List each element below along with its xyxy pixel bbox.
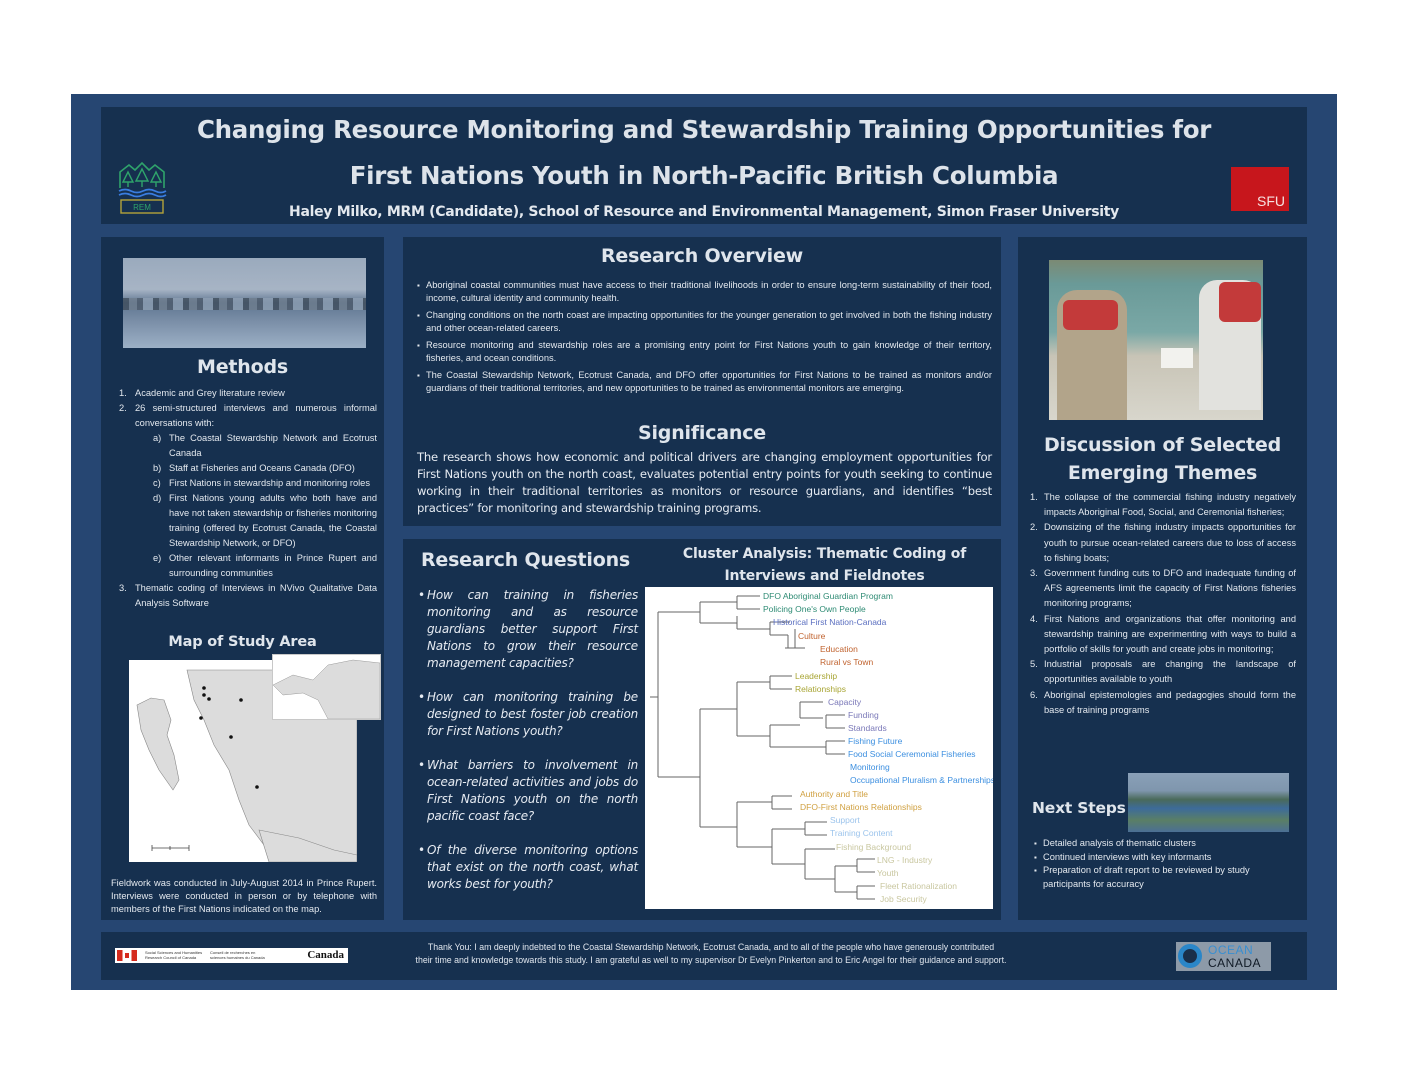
- svg-text:Job Security: Job Security: [880, 894, 927, 904]
- overview-bullet: ▪ Aboriginal coastal communities must have access to their traditional livelihoods in order to ensure long-term sustainability of their food, income, cultural identity and community health.: [417, 279, 992, 305]
- svg-text:Culture: Culture: [798, 631, 826, 641]
- svg-text:Relationships: Relationships: [795, 684, 847, 694]
- monitoring-photo: [1049, 260, 1263, 420]
- cluster-title: Cluster Analysis: Thematic Coding of Interviews and Fieldnotes: [682, 546, 967, 584]
- harbor-photo: [123, 258, 366, 348]
- svg-text:Monitoring: Monitoring: [850, 762, 890, 772]
- svg-text:REM: REM: [133, 203, 151, 212]
- inset-map-icon: [273, 655, 380, 719]
- poster: [71, 94, 1337, 990]
- map-title: Map of Study Area: [168, 634, 317, 650]
- svg-text:Food Social Ceremonial Fisheri: Food Social Ceremonial Fisheries: [848, 749, 976, 759]
- research-question: • How can monitoring training be designed to best foster job creation for First Nations youth?: [418, 689, 638, 740]
- svg-text:Training Content: Training Content: [830, 828, 893, 838]
- research-question: • What barriers to involvement in ocean-related activities and jobs do First Nations youth on the north pacific coast face?: [418, 757, 638, 825]
- methods-subitem: d) First Nations young adults who both have and have not taken stewardship or fisheries monitoring training (offered by Ecotrust Canada, the Coastal Stewardship Network, or DFO): [153, 493, 377, 548]
- methods-subitem: a) The Coastal Stewardship Network and Ecotrust Canada: [153, 433, 377, 458]
- questions-panel: [403, 539, 1001, 920]
- discussion-panel: [1018, 237, 1307, 920]
- svg-text:DFO-First Nations Relationship: DFO-First Nations Relationships: [800, 802, 922, 812]
- svg-text:Funding: Funding: [848, 710, 879, 720]
- next-steps-list: [1034, 837, 1296, 891]
- thank-you-text: Thank You: I am deeply indebted to the Coastal Stewardship Network, Ecotrust Canada, and to all of the people who have generously contributed their time and knowledge towards this study. I am grateful as well to my supervisor Dr Evelyn Pinkerton and to Eric Angel for their guidance and support.: [415, 942, 1007, 965]
- svg-text:Rural vs Town: Rural vs Town: [820, 657, 874, 667]
- svg-text:Authority and Title: Authority and Title: [800, 789, 869, 799]
- overview-bullet: ▪ The Coastal Stewardship Network, Ecotrust Canada, and DFO offer opportunities for First Nations to be trained as monitors and/or guardians of their traditional territories, and new opportunities to be trained as environmental monitors are emerging.: [417, 369, 992, 395]
- svg-text:Education: Education: [820, 644, 858, 654]
- cluster-dendrogram: [645, 587, 993, 909]
- sshrc-logo: Social Sciences and Humanities Research Council of Canada Conseil de recherches en sciences humaines du Canada Canada: [115, 948, 348, 963]
- overview-title: Research Overview: [600, 245, 804, 267]
- methods-subitem: c) First Nations in stewardship and monitoring roles: [153, 478, 371, 488]
- title-line-2: First Nations Youth in North-Pacific British Columbia: [349, 161, 1059, 190]
- methods-item: 1. Academic and Grey literature review: [119, 388, 285, 398]
- questions-title: Research Questions: [420, 549, 631, 571]
- overview-bullets: [417, 279, 992, 399]
- next-step-item: ▪ Preparation of draft report to be reviewed by study participants for accuracy: [1034, 864, 1296, 891]
- canada-flag-icon: [117, 950, 137, 961]
- questions-list: [418, 587, 638, 910]
- methods-title: Methods: [197, 356, 288, 378]
- methods-item: 2. 26 semi-structured interviews and numerous informal conversations with: a) The Coastal Stewardship Network and Ecotrust Canada b) Staff at Fisheries and Oceans Canada (DFO) c) First Nations in stewardship and monitoring roles d) First Nations young adults who both have and have not taken stewardship or fisheries monitoring training (offered by Ecotrust Canada, the Coastal Stewardship Network, or DFO) e) Other relevant informants in Prince Rupert and surrounding communities: [115, 401, 377, 581]
- svg-text:LNG - Industry: LNG - Industry: [877, 855, 933, 865]
- ocean-canada-logo: OCEAN CANADA: [1176, 942, 1271, 971]
- research-question: • How can training in fisheries monitoring and as resource guardians better support First Nations to grow their resource management capacities?: [418, 587, 638, 672]
- discussion-title: Discussion of Selected Emerging Themes: [1043, 434, 1282, 484]
- research-question: • Of the diverse monitoring options that exist on the north coast, what works best for youth?: [418, 842, 638, 893]
- svg-text:Policing One's Own People: Policing One's Own People: [763, 604, 866, 614]
- methods-list: [115, 386, 377, 611]
- methods-item: 3. Thematic coding of Interviews in NVivo Qualitative Data Analysis Software: [119, 583, 377, 608]
- overview-bullet: ▪ Resource monitoring and stewardship roles are a promising entry point for First Nations youth to gain knowledge of their territory, fisheries, and ocean conditions.: [417, 339, 992, 365]
- svg-text:DFO Aboriginal Guardian Progra: DFO Aboriginal Guardian Program: [763, 591, 893, 601]
- author-line: Haley Milko, MRM (Candidate), School of Resource and Environmental Management, Simon Fraser University: [289, 204, 1119, 220]
- svg-text:Fleet Rationalization: Fleet Rationalization: [880, 881, 958, 891]
- significance-text: The research shows how economic and political drivers are changing employment opportunities for First Nations youth on the north coast, evaluates potential entry points for youth seeking to continue working in their traditional territories as monitors or resource guardians, and identifies “best practices” for monitoring and stewardship training programs.: [417, 450, 992, 515]
- svg-text:Youth: Youth: [877, 868, 899, 878]
- discussion-list: [1026, 490, 1296, 718]
- svg-text:Support: Support: [830, 815, 860, 825]
- coastline-aerial-photo: [1128, 773, 1289, 832]
- sfu-logo: SFU: [1231, 167, 1289, 211]
- discussion-item: 4. First Nations and organizations that offer monitoring and stewardship training are experimenting with ways to build a portfolio of skills for youth and create jobs in monitoring;: [1030, 613, 1296, 655]
- methods-subitem: b) Staff at Fisheries and Oceans Canada (DFO): [153, 463, 355, 473]
- map-caption: Fieldwork was conducted in July-August 2014 in Prince Rupert. Interviews were conducted in person or by telephone with members of the First Nations indicated on the map.: [111, 878, 377, 914]
- ocean-ring-icon: [1178, 944, 1202, 968]
- discussion-item: 5. Industrial proposals are changing the landscape of opportunities available to youth: [1030, 659, 1296, 685]
- next-steps-title: Next Steps: [1032, 799, 1126, 817]
- dendrogram-chart: [645, 587, 993, 909]
- methods-panel: [101, 237, 384, 920]
- discussion-item: 2. Downsizing of the fishing industry impacts opportunities for youth to pursue ocean-related careers due to loss of access to fishing boats;: [1030, 522, 1296, 563]
- overview-bullet: ▪ Changing conditions on the north coast are impacting opportunities for the younger generation to get involved in both the fishing industry and other ocean-related careers.: [417, 309, 992, 335]
- map-inset-north-america: [272, 654, 381, 720]
- discussion-item: 3. Government funding cuts to DFO and inadequate funding of AFS agreements limit the capacity of First Nations fisheries monitoring programs;: [1030, 568, 1296, 609]
- next-step-item: ▪ Detailed analysis of thematic clusters: [1034, 837, 1296, 851]
- discussion-item: 1. The collapse of the commercial fishing industry negatively impacts Aboriginal Food, Social, and Ceremonial fisheries;: [1030, 492, 1296, 518]
- significance-title: Significance: [638, 422, 766, 444]
- overview-panel: [403, 237, 1001, 526]
- discussion-item: 6. Aboriginal epistemologies and pedagogies should form the base of training programs: [1030, 689, 1296, 715]
- svg-text:Fishing Background: Fishing Background: [836, 842, 912, 852]
- svg-text:Leadership: Leadership: [795, 671, 838, 681]
- title-line-1: Changing Resource Monitoring and Stewardship Training Opportunities for: [196, 115, 1212, 144]
- svg-text:Capacity: Capacity: [828, 697, 862, 707]
- poster-header: [101, 107, 1307, 224]
- acknowledgements-footer: [101, 932, 1307, 980]
- methods-subitem: e) Other relevant informants in Prince Rupert and surrounding communities: [153, 553, 377, 578]
- svg-text:Standards: Standards: [848, 723, 887, 733]
- svg-text:Historical First Nation-Canada: Historical First Nation-Canada: [773, 617, 887, 627]
- svg-text:Occupational Pluralism & Partn: Occupational Pluralism & Partnerships: [850, 775, 993, 785]
- svg-text:Fishing Future: Fishing Future: [848, 736, 903, 746]
- next-step-item: ▪ Continued interviews with key informants: [1034, 851, 1296, 865]
